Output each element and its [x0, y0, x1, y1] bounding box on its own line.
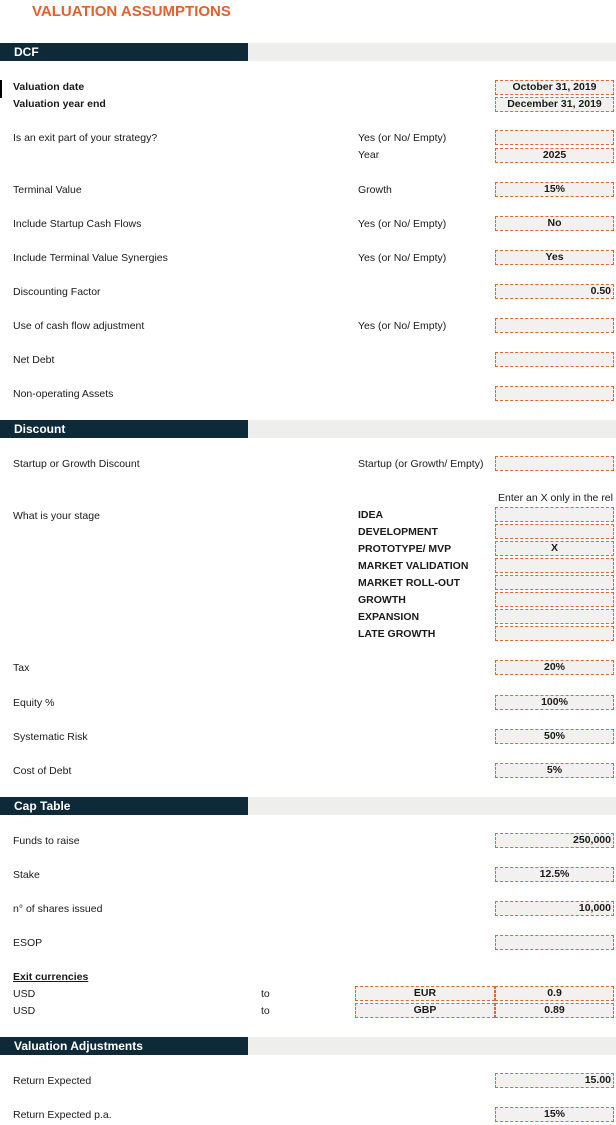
currency-to-input[interactable]: EUR — [355, 986, 495, 1001]
terminal-value-input[interactable]: 15% — [495, 182, 614, 197]
exit-strategy-input[interactable] — [495, 130, 614, 145]
stage-name: DEVELOPMENT — [358, 526, 438, 538]
return-expected-pa-label: Return Expected p.a. — [13, 1109, 112, 1121]
section-header-fill — [248, 797, 616, 815]
equity-input[interactable]: 100% — [495, 695, 614, 710]
stage-name: PROTOTYPE/ MVP — [358, 543, 452, 555]
year-label: Year — [358, 149, 380, 161]
currency-to-word: to — [261, 1005, 270, 1017]
shares-issued-label: n° of shares issued — [13, 903, 103, 915]
stage-input[interactable] — [495, 558, 614, 573]
cell-cursor — [0, 80, 2, 98]
return-expected-label: Return Expected — [13, 1075, 92, 1087]
cash-flow-adjustment-input[interactable] — [495, 318, 614, 333]
net-debt-label: Net Debt — [13, 354, 55, 366]
stage-name: MARKET VALIDATION — [358, 560, 469, 572]
stage-name: EXPANSION — [358, 611, 420, 623]
tv-synergies-label: Include Terminal Value Synergies — [13, 252, 168, 264]
startup-cash-flows-label: Include Startup Cash Flows — [13, 218, 142, 230]
tv-synergies-option: Yes (or No/ Empty) — [358, 252, 447, 264]
startup-cash-flows-input[interactable]: No — [495, 216, 614, 231]
tax-label: Tax — [13, 662, 30, 674]
year-input[interactable]: 2025 — [495, 148, 614, 163]
exit-strategy-label: Is an exit part of your strategy? — [13, 132, 158, 144]
exit-currencies-label: Exit currencies — [13, 971, 89, 983]
stage-input[interactable] — [495, 524, 614, 539]
section-header-fill — [248, 420, 616, 438]
valuation-date-label: Valuation date — [13, 81, 85, 93]
valuation-date-input[interactable]: October 31, 2019 — [495, 80, 614, 95]
tv-synergies-input[interactable]: Yes — [495, 250, 614, 265]
section-header-discount: Discount — [0, 420, 248, 438]
currency-from: USD — [13, 988, 36, 1000]
currency-to-input[interactable]: GBP — [355, 1003, 495, 1018]
section-header-fill — [248, 1037, 616, 1055]
startup-growth-discount-option: Startup (or Growth/ Empty) — [358, 458, 484, 470]
enter-x-hint: Enter an X only in the rel — [498, 492, 613, 504]
cost-of-debt-label: Cost of Debt — [13, 765, 72, 777]
cash-flow-adjustment-label: Use of cash flow adjustment — [13, 320, 145, 332]
cost-of-debt-input[interactable]: 5% — [495, 763, 614, 778]
stage-input[interactable] — [495, 609, 614, 624]
discounting-factor-input[interactable]: 0.50 — [495, 284, 614, 299]
cash-flow-adjustment-option: Yes (or No/ Empty) — [358, 320, 447, 332]
esop-label: ESOP — [13, 937, 43, 949]
systematic-risk-label: Systematic Risk — [13, 731, 88, 743]
currency-from: USD — [13, 1005, 36, 1017]
stage-input[interactable] — [495, 575, 614, 590]
stage-name: GROWTH — [358, 594, 406, 606]
stage-name: MARKET ROLL-OUT — [358, 577, 461, 589]
currency-to-word: to — [261, 988, 270, 1000]
systematic-risk-input[interactable]: 50% — [495, 729, 614, 744]
startup-growth-discount-label: Startup or Growth Discount — [13, 458, 140, 470]
non-operating-assets-input[interactable] — [495, 386, 614, 401]
stage-input[interactable]: X — [495, 541, 614, 556]
terminal-value-option: Growth — [358, 184, 392, 196]
section-header-dcf: DCF — [0, 43, 248, 61]
stage-label: What is your stage — [13, 510, 100, 522]
stage-input[interactable] — [495, 507, 614, 522]
return-expected-input[interactable]: 15.00 — [495, 1073, 614, 1088]
stage-name: IDEA — [358, 509, 384, 521]
stage-input[interactable] — [495, 592, 614, 607]
exit-strategy-option: Yes (or No/ Empty) — [358, 132, 447, 144]
section-header-cap-table: Cap Table — [0, 797, 248, 815]
valuation-year-end-input[interactable]: December 31, 2019 — [495, 97, 614, 112]
tax-input[interactable]: 20% — [495, 660, 614, 675]
stake-input[interactable]: 12.5% — [495, 867, 614, 882]
terminal-value-label: Terminal Value — [13, 184, 82, 196]
stage-input[interactable] — [495, 626, 614, 641]
section-header-fill — [248, 43, 616, 61]
return-expected-pa-input[interactable]: 15% — [495, 1107, 614, 1122]
currency-rate-input[interactable]: 0.89 — [495, 1003, 614, 1018]
startup-growth-discount-input[interactable] — [495, 456, 614, 471]
equity-label: Equity % — [13, 697, 55, 709]
stage-name: LATE GROWTH — [358, 628, 436, 640]
page-title: VALUATION ASSUMPTIONS — [32, 3, 231, 20]
non-operating-assets-label: Non-operating Assets — [13, 388, 114, 400]
currency-rate-input[interactable]: 0.9 — [495, 986, 614, 1001]
shares-issued-input[interactable]: 10,000 — [495, 901, 614, 916]
discounting-factor-label: Discounting Factor — [13, 286, 101, 298]
funds-to-raise-label: Funds to raise — [13, 835, 80, 847]
net-debt-input[interactable] — [495, 352, 614, 367]
funds-to-raise-input[interactable]: 250,000 — [495, 833, 614, 848]
stake-label: Stake — [13, 869, 40, 881]
valuation-year-end-label: Valuation year end — [13, 98, 106, 110]
startup-cash-flows-option: Yes (or No/ Empty) — [358, 218, 447, 230]
esop-input[interactable] — [495, 935, 614, 950]
section-header-valuation-adjustments: Valuation Adjustments — [0, 1037, 248, 1055]
